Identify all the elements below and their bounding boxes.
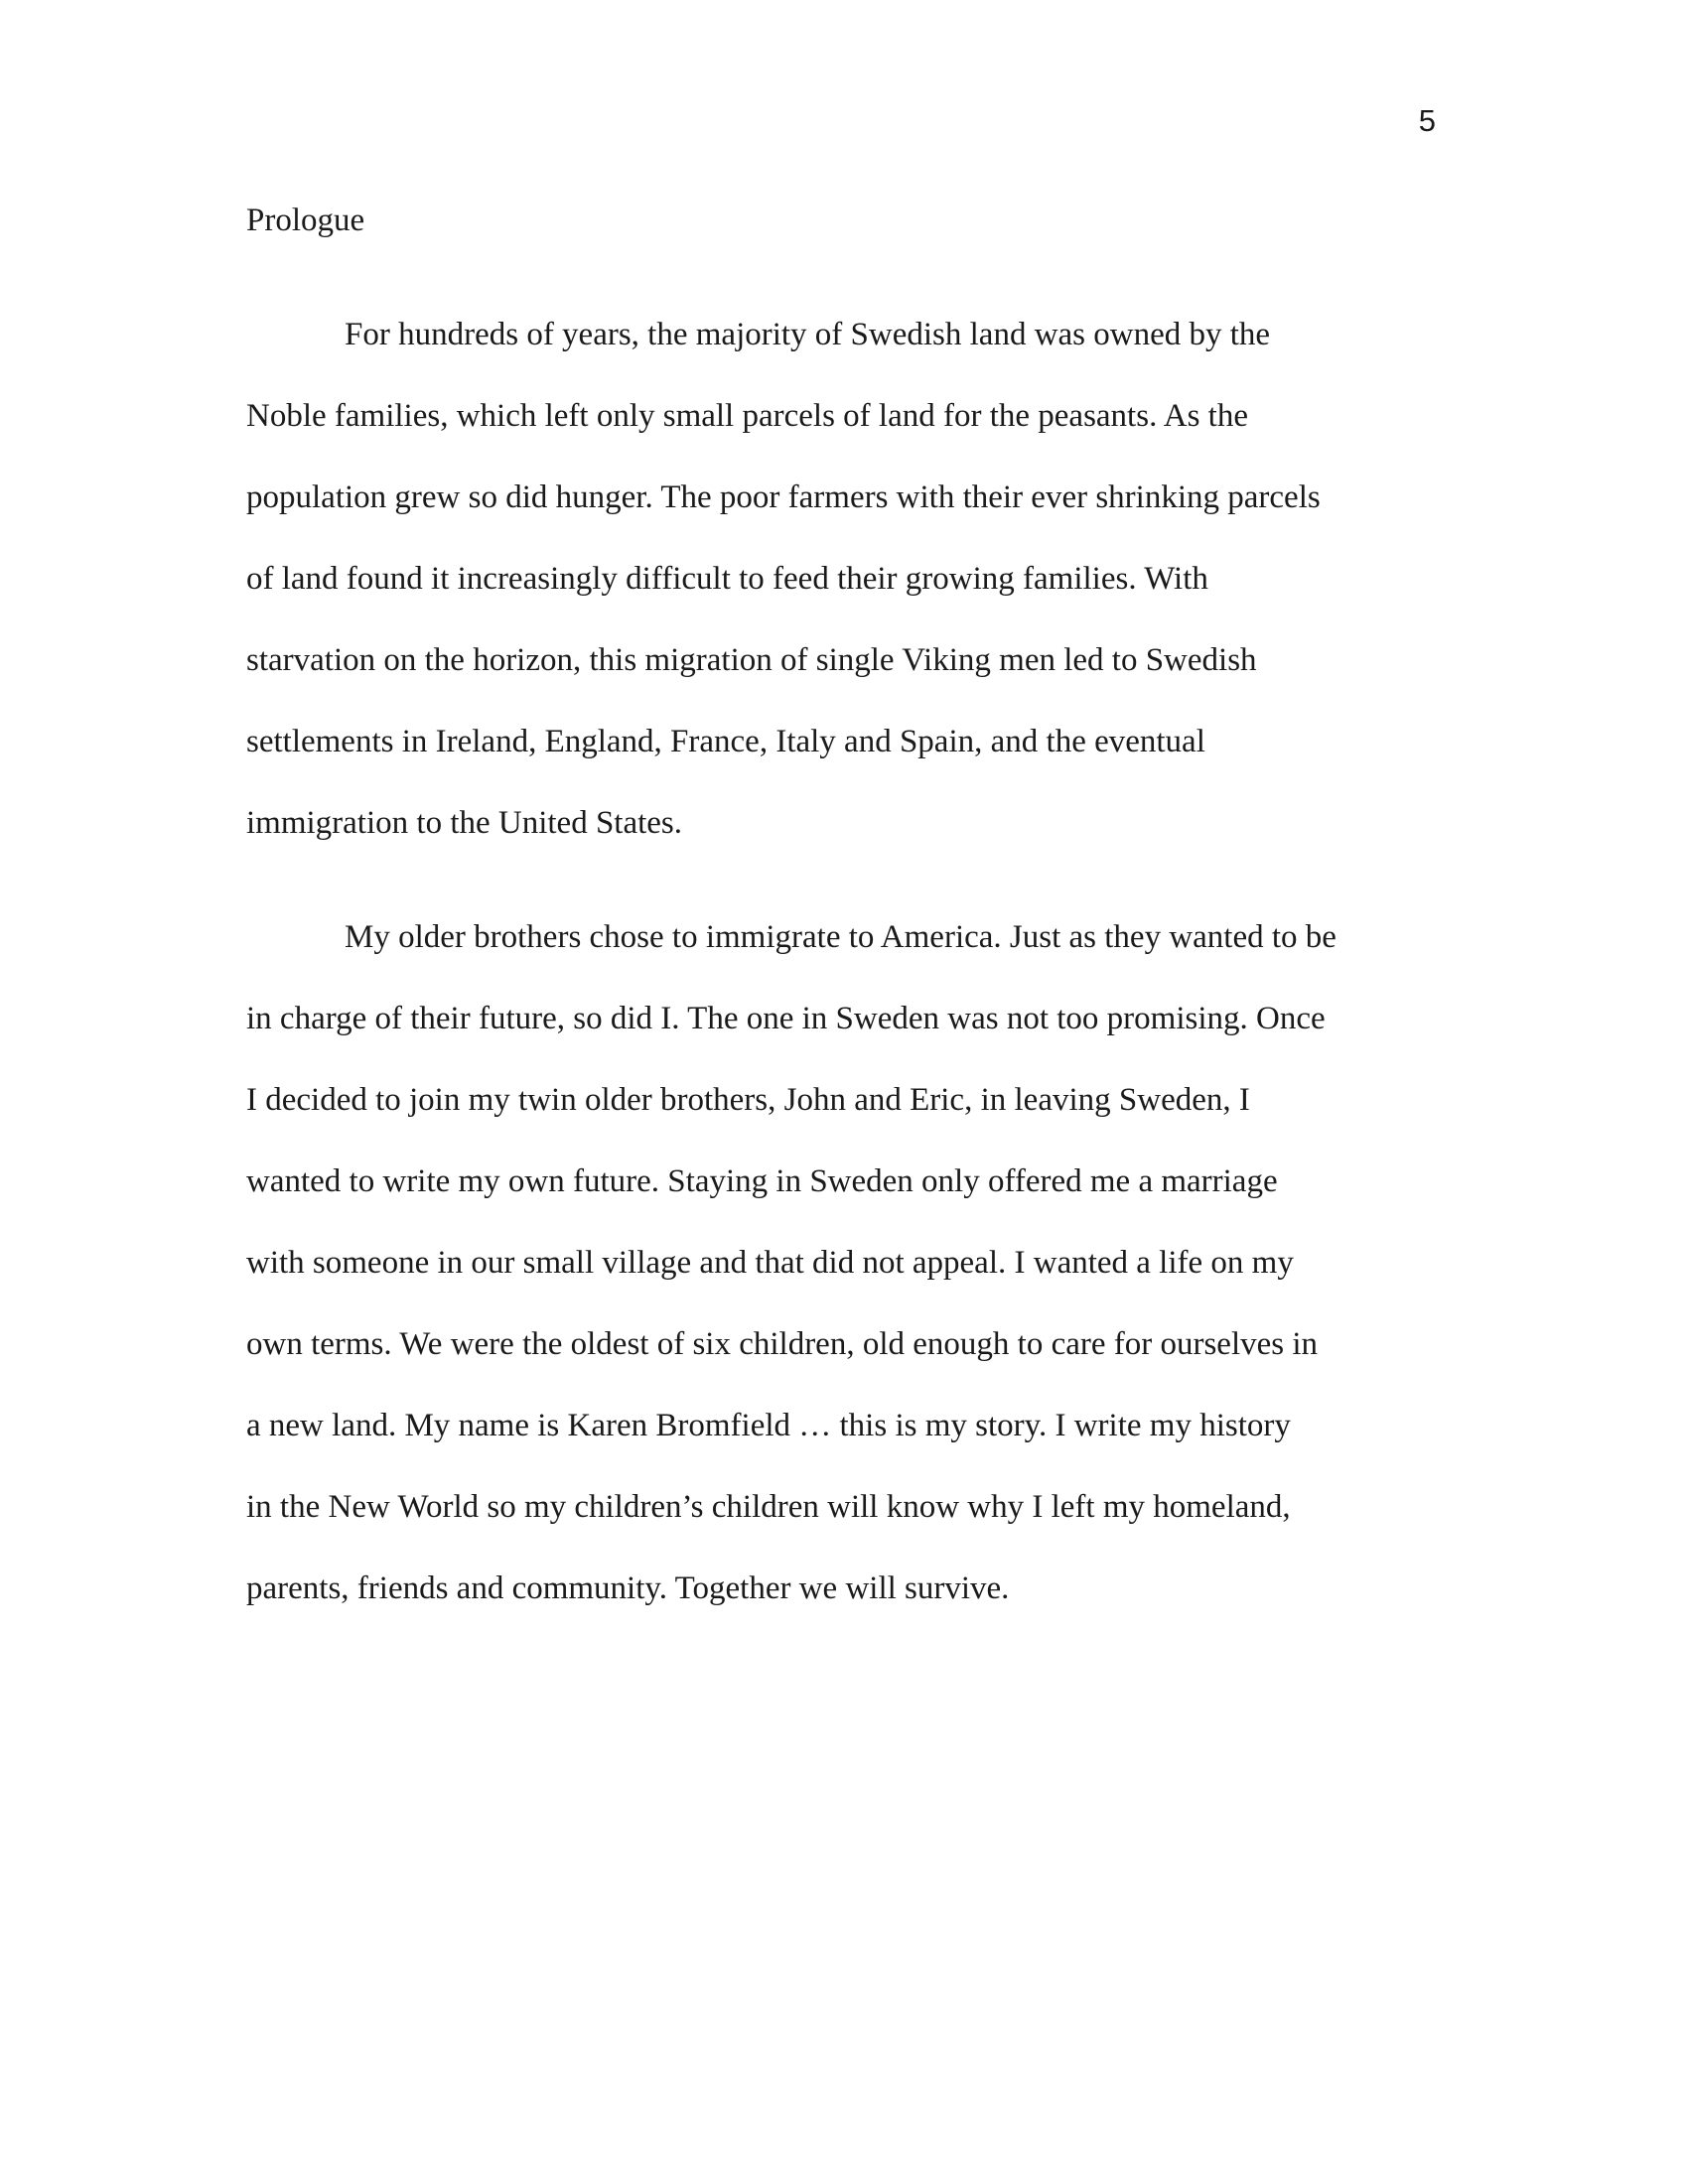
paragraph-1-line-7: immigration to the United States. xyxy=(246,805,683,841)
paragraph-1-line-3: population grew so did hunger. The poor farmers with their ever shrinking parcels xyxy=(246,479,1321,515)
paragraph-1-line-1: For hundreds of years, the majority of Swedish land was owned by the xyxy=(345,317,1271,352)
paragraph-1-line-2: Noble families, which left only small parcels of land for the peasants. As the xyxy=(246,398,1248,434)
prologue-heading: Prologue xyxy=(246,203,365,238)
paragraph-2-line-3: I decided to join my twin older brothers, John and Eric, in leaving Sweden, I xyxy=(246,1082,1250,1118)
paragraph-2-line-4: wanted to write my own future. Staying in Sweden only offered me a marriage xyxy=(246,1163,1278,1199)
paragraph-2-line-1: My older brothers chose to immigrate to America. Just as they wanted to be xyxy=(345,919,1336,955)
paragraph-2-line-6: own terms. We were the oldest of six children, old enough to care for ourselves in xyxy=(246,1326,1319,1362)
paragraph-2-line-8: in the New World so my children’s children will know why I left my homeland, xyxy=(246,1489,1291,1525)
paragraph-2-line-7: a new land. My name is Karen Bromfield … this is my story. I write my history xyxy=(246,1408,1291,1443)
paragraph-1-line-6: settlements in Ireland, England, France, Italy and Spain, and the eventual xyxy=(246,724,1205,759)
paragraph-2-line-9: parents, friends and community. Together we will survive. xyxy=(246,1570,1010,1606)
paragraph-2-line-2: in charge of their future, so did I. The one in Sweden was not too promising. Once xyxy=(246,1001,1326,1036)
paragraph-1-line-5: starvation on the horizon, this migration of single Viking men led to Swedish xyxy=(246,642,1257,678)
page-number: 5 xyxy=(1418,103,1436,138)
paragraph-1-line-4: of land found it increasingly difficult to feed their growing families. With xyxy=(246,561,1208,597)
paragraph-2-line-5: with someone in our small village and that did not appeal. I wanted a life on my xyxy=(246,1245,1294,1281)
